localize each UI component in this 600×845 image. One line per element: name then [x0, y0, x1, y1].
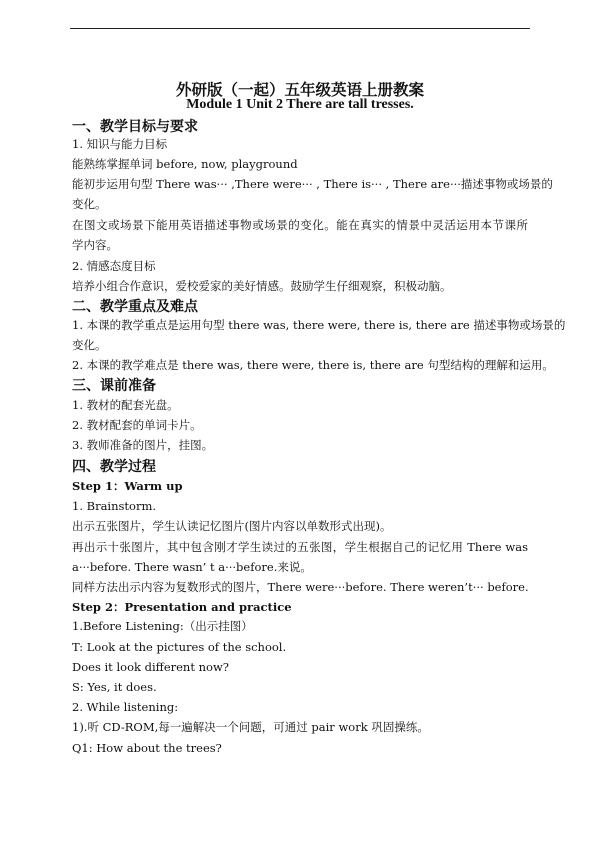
document-subtitle: Module 1 Unit 2 There are tall tresses. [186, 97, 414, 112]
paragraph-line: 1.Before Listening:（出示挂图） [72, 619, 253, 633]
section-heading-key-points: 二、教学重点及难点 [72, 299, 198, 315]
paragraph-line: S: Yes, it does. [72, 680, 157, 694]
paragraph-line: 3. 教师准备的图片，挂图。 [72, 438, 214, 452]
step-heading: Step 1：Warm up [72, 479, 183, 493]
section-heading-objectives: 一、教学目标与要求 [72, 119, 198, 135]
paragraph-line: 2. 情感态度目标 [72, 259, 156, 273]
paragraph-line: 2. 本课的教学难点是 there was, there were, there is, there are 句型结构的理解和运用。 [72, 358, 554, 372]
paragraph-line: 学内容。 [72, 238, 118, 252]
paragraph-line: 1. 教材的配套光盘。 [72, 398, 179, 412]
section-heading-preparation: 三、课前准备 [72, 378, 156, 394]
paragraph-line: a···before. There wasn’ t a···before.来说。 [72, 560, 312, 574]
step-heading: Step 2：Presentation and practice [72, 600, 292, 614]
paragraph-line: Q1: How about the trees? [72, 741, 222, 755]
paragraph-line: 出示五张图片，学生认读记忆图片(图片内容以单数形式出现)。 [72, 519, 392, 533]
paragraph-line: 1. 知识与能力目标 [72, 137, 168, 151]
document-title: 外研版（一起）五年级英语上册教案 [175, 80, 424, 99]
paragraph-line: Does it look different now? [72, 660, 229, 674]
paragraph-line: 能熟练掌握单词 before, now, playground [72, 157, 298, 171]
paragraph-line: 变化。 [72, 197, 107, 211]
paragraph-line: 同样方法出示内容为复数形式的图片，There were···before. There weren’t··· before. [72, 580, 529, 594]
paragraph-line: 变化。 [72, 338, 107, 352]
paragraph-line: 1. Brainstorm. [72, 499, 157, 513]
paragraph-line: 在图文或场景下能用英语描述事物或场景的变化。能在真实的情景中灵活运用本节课所 [72, 218, 528, 232]
paragraph-line: 1).听 CD-ROM,每一遍解决一个问题，可通过 pair work 巩固操练。 [72, 720, 429, 734]
paragraph-line: 2. While listening: [72, 700, 179, 714]
paragraph-line: 再出示十张图片，其中包含刚才学生读过的五张图，学生根据自己的记忆用 There was [72, 540, 528, 554]
paragraph-line: T: Look at the pictures of the school. [72, 640, 287, 654]
paragraph-line: 2. 教材配套的单词卡片。 [72, 418, 202, 432]
section-heading-teaching-process: 四、教学过程 [72, 459, 156, 475]
header-rule [70, 28, 530, 29]
paragraph-line: 1. 本课的教学重点是运用句型 there was, there were, there is, there are 描述事物或场景的 [72, 318, 566, 332]
paragraph-line: 能初步运用句型 There was··· ,There were··· , There is··· , There are···描述事物或场景的 [72, 177, 553, 191]
paragraph-line: 培养小组合作意识，爱校爱家的美好情感。鼓励学生仔细观察，积极动脑。 [72, 279, 452, 293]
